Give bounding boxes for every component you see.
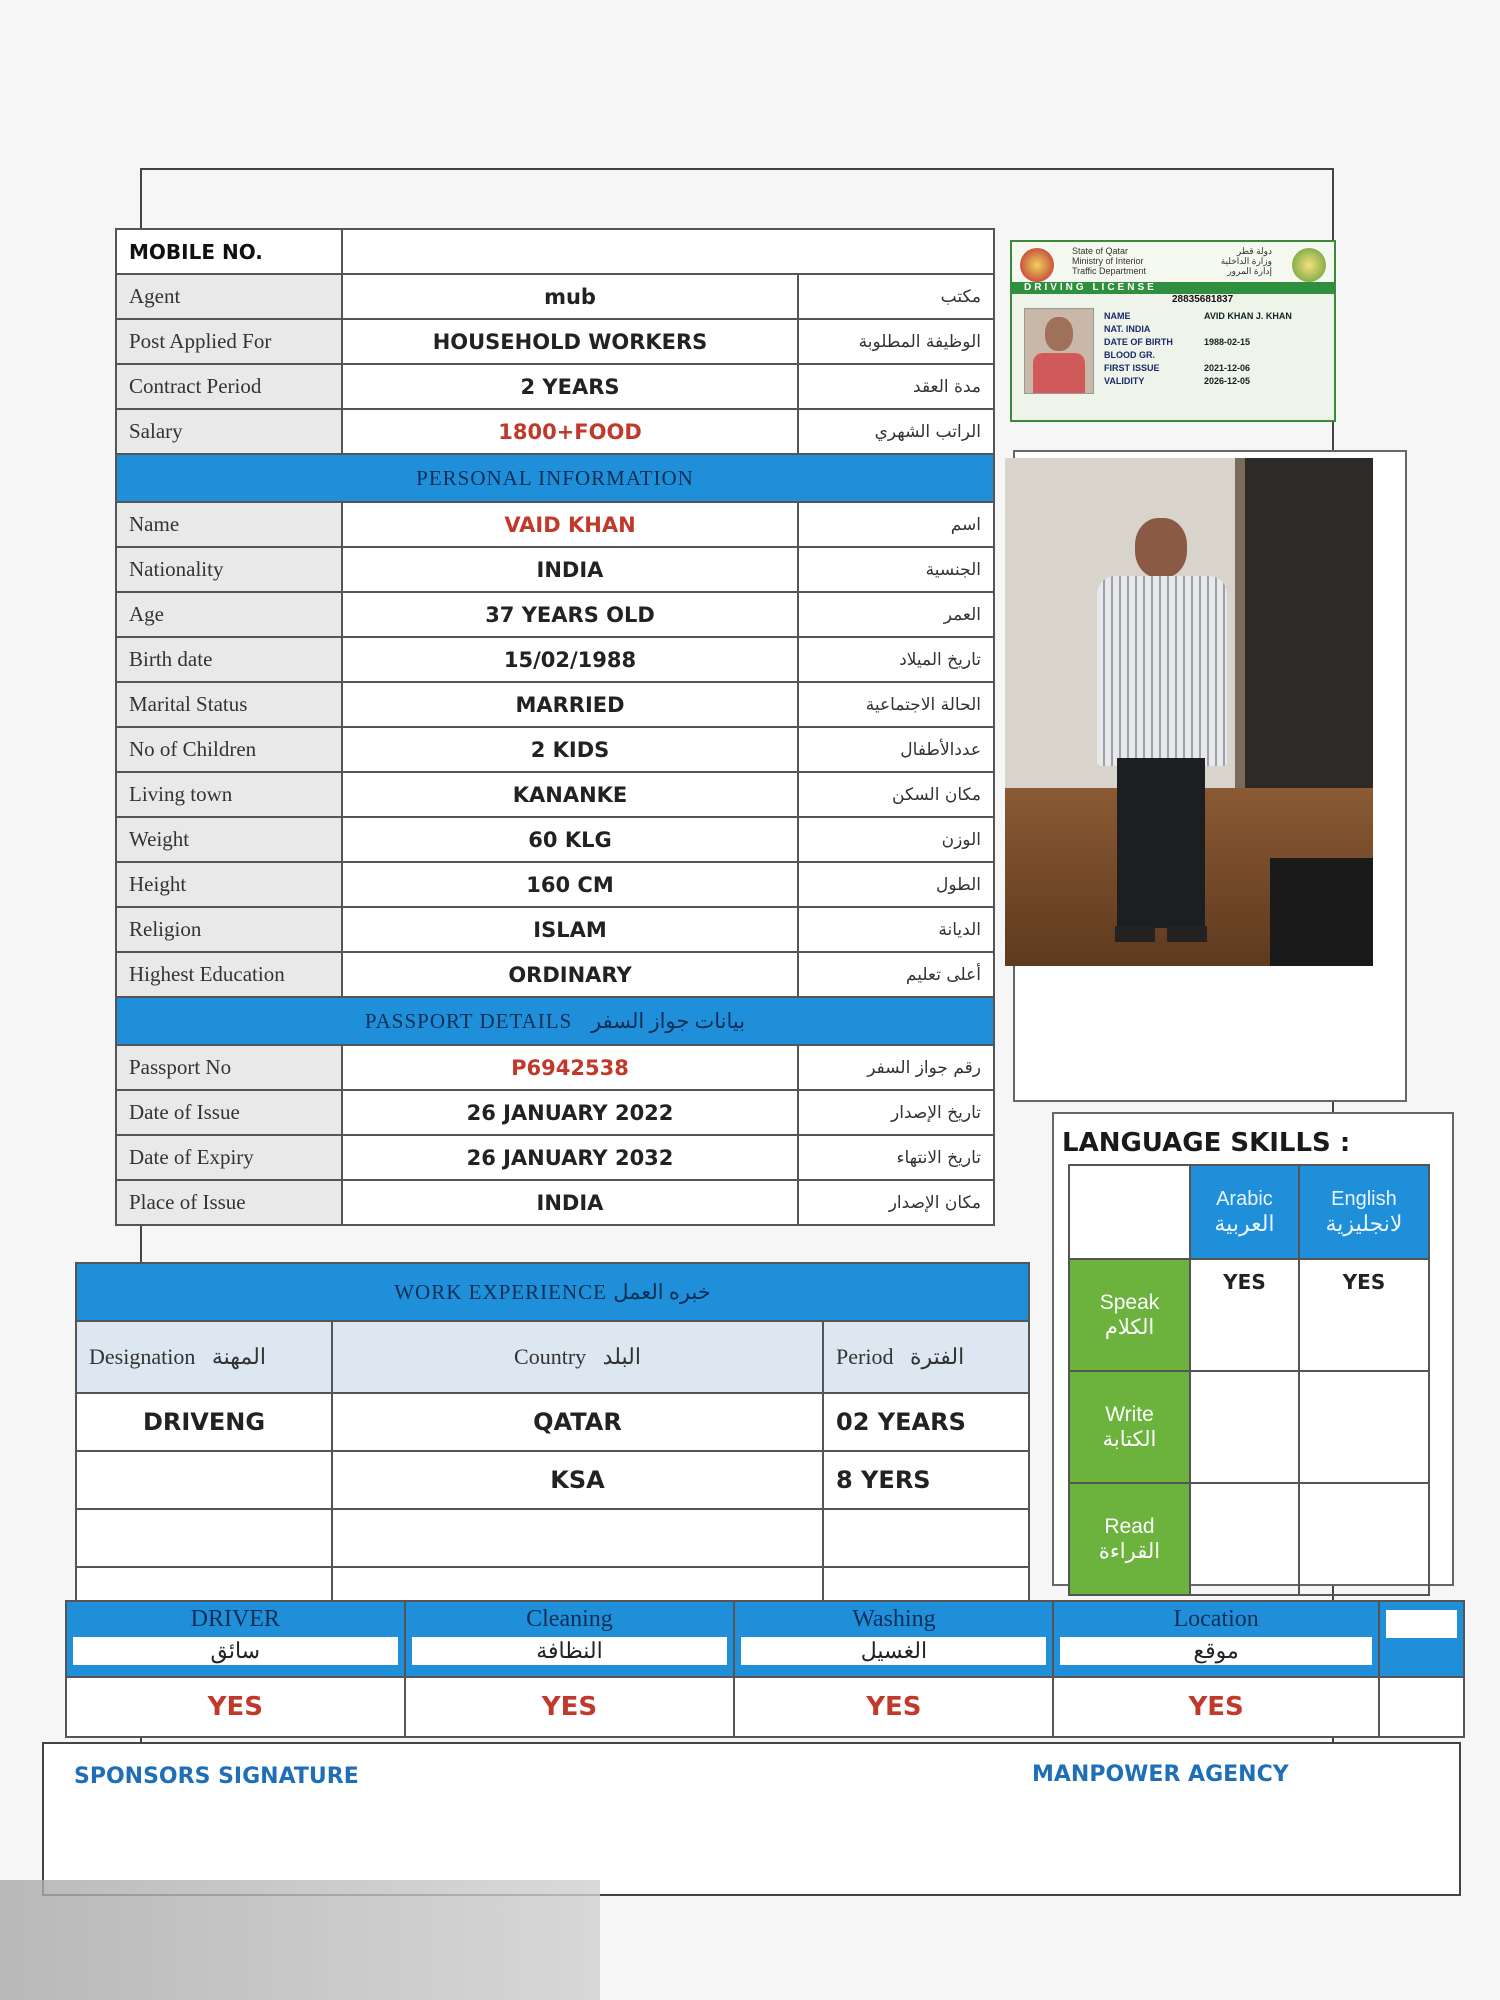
row-value: KANANKE: [342, 772, 798, 817]
row-label-arabic: الوزن: [798, 817, 994, 862]
skill-header: [1053, 1601, 1378, 1677]
row-label-arabic: مكتب: [798, 274, 994, 319]
mobile-label: MOBILE NO.: [116, 229, 342, 274]
personal-row: [116, 817, 994, 862]
row-value: 2 YEARS: [342, 364, 798, 409]
row-label-arabic: عددالأطفال: [798, 727, 994, 772]
row-value: INDIA: [342, 1180, 798, 1225]
row-label: Post Applied For: [116, 319, 342, 364]
row-label: Contract Period: [116, 364, 342, 409]
country-cell: QATAR: [332, 1393, 823, 1451]
skill-label-ar: الكلام: [1104, 1315, 1155, 1339]
row-label-arabic: العمر: [798, 592, 994, 637]
row-label: Nationality: [116, 547, 342, 592]
license-field-key: NAT. INDIA: [1104, 324, 1151, 334]
passport-row: [116, 1090, 994, 1135]
skill-value: YES: [405, 1677, 735, 1737]
signature-box: [42, 1742, 1461, 1896]
designation-cell: DRIVENG: [76, 1393, 332, 1451]
skill-header: [66, 1601, 405, 1677]
row-value: HOUSEHOLD WORKERS: [342, 319, 798, 364]
column-label-en: English: [1331, 1187, 1397, 1210]
row-value: 26 JANUARY 2032: [342, 1135, 798, 1180]
row-label-arabic: مكان الإصدار: [798, 1180, 994, 1225]
period-cell: 02 YEARS: [823, 1393, 1029, 1451]
skill-label-en: Speak: [1099, 1290, 1160, 1314]
license-state-ar: دولة قطر: [1236, 246, 1272, 256]
row-label-arabic: تاريخ الإصدار: [798, 1090, 994, 1135]
photo-shadow: [0, 1880, 600, 2000]
section-title: PERSONAL INFORMATION: [116, 454, 994, 502]
license-field: [1104, 310, 1329, 323]
skill-value: YES: [734, 1677, 1053, 1737]
row-label: Living town: [116, 772, 342, 817]
row-value: 160 CM: [342, 862, 798, 907]
work-experience-table: [75, 1262, 1030, 1626]
row-label: Place of Issue: [116, 1180, 342, 1225]
skill-label-en: Write: [1105, 1402, 1154, 1426]
row-label-arabic: الديانة: [798, 907, 994, 952]
row-label: Date of Expiry: [116, 1135, 342, 1180]
skill-name-en: Cleaning: [526, 1606, 613, 1632]
row-value: ORDINARY: [342, 952, 798, 997]
section-title-en: WORK EXPERIENCE: [394, 1279, 607, 1304]
language-skills-title: LANGUAGE SKILLS :: [1062, 1128, 1351, 1158]
skill-header: [405, 1601, 735, 1677]
license-field: [1104, 362, 1329, 375]
row-value: VAID KHAN: [342, 502, 798, 547]
skill-value: [1379, 1677, 1464, 1737]
section-title: [76, 1263, 1029, 1321]
row-value: 37 YEARS OLD: [342, 592, 798, 637]
skill-name-en: DRIVER: [190, 1606, 280, 1632]
corner-cell: [1069, 1165, 1190, 1259]
row-label: Passport No: [116, 1045, 342, 1090]
license-ministry-ar: وزارة الداخلية: [1220, 256, 1272, 266]
section-title-ar: بيانات جواز السفر: [591, 1008, 746, 1033]
arabic-column-header: [1190, 1165, 1299, 1259]
work-row: [76, 1509, 1029, 1567]
designation-header-ar: المهنة: [211, 1344, 266, 1369]
personal-row: [116, 682, 994, 727]
column-label-en: Arabic: [1216, 1187, 1273, 1210]
row-value: 26 JANUARY 2022: [342, 1090, 798, 1135]
row-label: Birth date: [116, 637, 342, 682]
license-dept: Traffic Department: [1072, 266, 1147, 276]
personal-row: [116, 547, 994, 592]
license-dept-ar: إدارة المرور: [1227, 266, 1272, 276]
country-cell: KSA: [332, 1451, 823, 1509]
agent-row: [116, 274, 994, 319]
skill-name-ar: الغسيل: [741, 1637, 1046, 1665]
personal-row: [116, 862, 994, 907]
passport-band: [116, 997, 994, 1045]
row-label: Highest Education: [116, 952, 342, 997]
language-row: [1069, 1483, 1429, 1595]
main-form-table: [115, 228, 995, 1226]
english-column-header: [1299, 1165, 1429, 1259]
sponsor-signature-label: SPONSORS SIGNATURE: [74, 1764, 359, 1789]
license-field-value: 2026-12-05: [1204, 376, 1251, 386]
arabic-level: [1190, 1483, 1299, 1595]
row-label: No of Children: [116, 727, 342, 772]
period-header: [823, 1321, 1029, 1393]
passport-row: [116, 1045, 994, 1090]
skill-label: [1069, 1483, 1190, 1595]
english-level: [1299, 1371, 1429, 1483]
skill-value: YES: [66, 1677, 405, 1737]
license-ministry: Ministry of Interior: [1072, 256, 1144, 266]
license-field-value: 1988-02-15: [1204, 337, 1251, 347]
row-value: mub: [342, 274, 798, 319]
skill-value: YES: [1053, 1677, 1378, 1737]
post-row: [116, 319, 994, 364]
designation-header-en: Designation: [89, 1344, 196, 1369]
license-number: 28835681837: [1172, 294, 1234, 305]
row-label-arabic: اسم: [798, 502, 994, 547]
designation-header: [76, 1321, 332, 1393]
passport-row: [116, 1180, 994, 1225]
agency-label: MANPOWER AGENCY: [1032, 1762, 1289, 1787]
license-field: [1104, 375, 1329, 388]
row-label-arabic: مكان السكن: [798, 772, 994, 817]
personal-row: [116, 502, 994, 547]
license-photo: [1024, 308, 1094, 394]
period-cell: [823, 1509, 1029, 1567]
license-fields: [1104, 298, 1329, 388]
license-field: [1104, 336, 1329, 349]
row-label-arabic: أعلى تعليم: [798, 952, 994, 997]
license-field-key: NAME: [1104, 311, 1131, 321]
section-title-ar: خبره العمل: [613, 1279, 711, 1304]
candidate-photo: [1005, 458, 1373, 966]
row-label-arabic: مدة العقد: [798, 364, 994, 409]
skill-name-en: Washing: [852, 1606, 936, 1632]
license-field-key: FIRST ISSUE: [1104, 363, 1160, 373]
row-value: P6942538: [342, 1045, 798, 1090]
license-field-key: BLOOD GR.: [1104, 350, 1155, 360]
skill-name-en: Location: [1173, 1606, 1259, 1632]
work-header-row: [76, 1321, 1029, 1393]
row-label-arabic: الحالة الاجتماعية: [798, 682, 994, 727]
row-value: ISLAM: [342, 907, 798, 952]
row-value: INDIA: [342, 547, 798, 592]
row-label: Date of Issue: [116, 1090, 342, 1135]
driving-license-card: [1010, 240, 1336, 422]
english-level: YES: [1299, 1259, 1429, 1371]
work-row: [76, 1393, 1029, 1451]
license-field-value: AVID KHAN J. KHAN: [1204, 311, 1292, 321]
period-header-en: Period: [836, 1344, 894, 1369]
country-header-en: Country: [514, 1344, 587, 1369]
english-level: [1299, 1483, 1429, 1595]
row-label-arabic: الجنسية: [798, 547, 994, 592]
skills-value-row: [66, 1677, 1464, 1737]
row-label: Name: [116, 502, 342, 547]
mobile-value: [342, 229, 994, 274]
column-label-ar: لانجليزية: [1325, 1210, 1403, 1236]
row-label-arabic: الوظيفة المطلوبة: [798, 319, 994, 364]
period-header-ar: الفترة: [909, 1344, 965, 1369]
license-field: [1104, 349, 1329, 362]
skill-name-ar: موقع: [1060, 1637, 1371, 1665]
skills-table: [65, 1600, 1465, 1738]
row-label: Marital Status: [116, 682, 342, 727]
row-value: 1800+FOOD: [342, 409, 798, 454]
license-field-value: 2021-12-06: [1204, 363, 1251, 373]
designation-cell: [76, 1451, 332, 1509]
row-label: Salary: [116, 409, 342, 454]
row-value: 15/02/1988: [342, 637, 798, 682]
country-header-ar: البلد: [602, 1344, 641, 1369]
passport-row: [116, 1135, 994, 1180]
personal-row: [116, 952, 994, 997]
skill-name-ar: سائق: [73, 1637, 398, 1665]
arabic-level: YES: [1190, 1259, 1299, 1371]
country-header: [332, 1321, 823, 1393]
skill-label: [1069, 1371, 1190, 1483]
language-table: [1068, 1164, 1430, 1596]
row-label: Agent: [116, 274, 342, 319]
row-value: 2 KIDS: [342, 727, 798, 772]
language-header-row: [1069, 1165, 1429, 1259]
row-value: MARRIED: [342, 682, 798, 727]
row-label-arabic: تاريخ الانتهاء: [798, 1135, 994, 1180]
row-label: Weight: [116, 817, 342, 862]
row-label: Religion: [116, 907, 342, 952]
personal-row: [116, 907, 994, 952]
license-field-key: DATE OF BIRTH: [1104, 337, 1173, 347]
language-row: [1069, 1259, 1429, 1371]
language-skills-box: [1052, 1112, 1454, 1586]
period-cell: 8 YERS: [823, 1451, 1029, 1509]
row-label-arabic: الطول: [798, 862, 994, 907]
contract-row: [116, 364, 994, 409]
skill-label-ar: القراءة: [1098, 1539, 1161, 1563]
column-label-ar: العربية: [1214, 1210, 1275, 1236]
license-banner: DRIVING LICENSE: [1012, 282, 1334, 294]
emblem-icon: [1020, 248, 1054, 282]
license-field: [1104, 323, 1329, 336]
skill-label-en: Read: [1104, 1514, 1155, 1538]
skill-header: [734, 1601, 1053, 1677]
skill-name-ar: النظافة: [412, 1637, 728, 1665]
skill-header: [1379, 1601, 1464, 1677]
personal-info-band: [116, 454, 994, 502]
work-band: [76, 1263, 1029, 1321]
row-label-arabic: تاريخ الميلاد: [798, 637, 994, 682]
row-label: Age: [116, 592, 342, 637]
section-title-en: PASSPORT DETAILS: [364, 1008, 573, 1033]
language-row: [1069, 1371, 1429, 1483]
emblem-icon: [1292, 248, 1326, 282]
skill-name-ar: [1386, 1610, 1457, 1638]
salary-row: [116, 409, 994, 454]
personal-row: [116, 727, 994, 772]
skills-header-row: [66, 1601, 1464, 1677]
row-value: 60 KLG: [342, 817, 798, 862]
personal-row: [116, 772, 994, 817]
designation-cell: [76, 1509, 332, 1567]
mobile-row: [116, 229, 994, 274]
personal-row: [116, 637, 994, 682]
work-row: [76, 1451, 1029, 1509]
section-title: [116, 997, 994, 1045]
row-label-arabic: الراتب الشهري: [798, 409, 994, 454]
license-header: [1012, 242, 1334, 282]
license-state: State of Qatar: [1072, 246, 1129, 256]
license-field-key: VALIDITY: [1104, 376, 1145, 386]
row-label: Height: [116, 862, 342, 907]
skill-label-ar: الكتابة: [1102, 1427, 1157, 1451]
personal-row: [116, 592, 994, 637]
arabic-level: [1190, 1371, 1299, 1483]
country-cell: [332, 1509, 823, 1567]
row-label-arabic: رقم جواز السفر: [798, 1045, 994, 1090]
skill-label: [1069, 1259, 1190, 1371]
